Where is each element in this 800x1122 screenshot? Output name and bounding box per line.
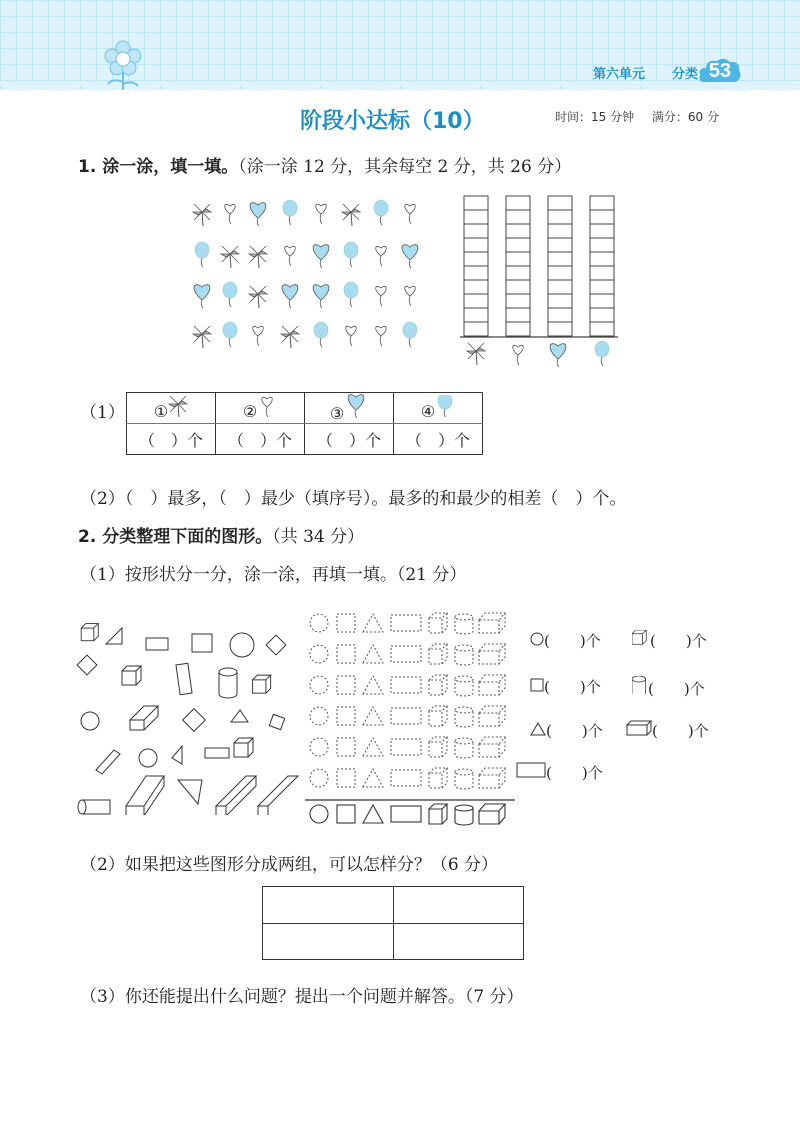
exam-meta	[555, 108, 733, 125]
unit-name: 分类	[672, 67, 699, 82]
tally-cell[interactable]	[464, 238, 488, 252]
tally-cell[interactable]	[464, 294, 488, 308]
full-score: 满分：60 分	[651, 110, 720, 124]
rectangle-count-field[interactable]: ( )个	[516, 762, 603, 783]
tally-cell[interactable]	[590, 210, 614, 224]
tally-cell[interactable]	[464, 308, 488, 322]
tally-cell[interactable]	[464, 196, 488, 210]
count-table-header: ④	[394, 393, 483, 424]
tally-cell[interactable]	[590, 196, 614, 210]
cuboid-count-field[interactable]: ( )个	[626, 720, 709, 741]
circle-icon	[530, 632, 544, 646]
tally-cell[interactable]	[548, 196, 572, 210]
mixed-shapes-illustration	[74, 620, 299, 815]
cylinder-icon	[632, 676, 648, 694]
q1-points: （涂一涂 12 分，其余每空 2 分，共 26 分）	[238, 157, 572, 177]
count-table-header: ③	[305, 393, 394, 424]
triangle-icon	[530, 722, 546, 736]
tally-cell[interactable]	[590, 238, 614, 252]
unit-label: 第六单元	[593, 67, 646, 82]
tally-cell[interactable]	[506, 294, 530, 308]
tally-cell[interactable]	[590, 224, 614, 238]
tally-cell[interactable]	[506, 322, 530, 336]
count-answer-cell[interactable]: （ ）个	[216, 424, 305, 455]
tally-cell[interactable]	[506, 210, 530, 224]
circle-count-field[interactable]: ( )个	[530, 630, 601, 651]
tally-cell[interactable]	[548, 252, 572, 266]
page-title: 阶段小达标（10）	[300, 109, 485, 134]
count-answer-cell[interactable]: （ ）个	[394, 424, 483, 455]
tally-cell[interactable]	[548, 224, 572, 238]
icon-row	[193, 322, 417, 348]
heart-balloon-outline-icon	[257, 395, 277, 417]
triangle-count-field[interactable]: ( )个	[530, 720, 603, 741]
q2-sub1: （1）按形状分一分，涂一涂，再填一填。（21 分）	[80, 565, 467, 585]
cuboid-icon	[626, 720, 652, 736]
tally-cell[interactable]	[548, 238, 572, 252]
tally-cell[interactable]	[548, 322, 572, 336]
cube-icon	[632, 630, 650, 646]
count-table-header: ②	[216, 393, 305, 424]
tally-cell[interactable]	[464, 252, 488, 266]
tally-cell[interactable]	[590, 308, 614, 322]
round-balloon-icon	[435, 395, 455, 417]
count-table	[126, 392, 483, 455]
q2-points: （共 34 分）	[272, 527, 365, 547]
icon-row	[193, 200, 415, 226]
shape-tally-grid	[305, 608, 520, 833]
heart-balloon-blue-icon	[344, 393, 368, 419]
tally-cell[interactable]	[590, 322, 614, 336]
tally-cell[interactable]	[590, 280, 614, 294]
tally-cell[interactable]	[506, 224, 530, 238]
tally-cell[interactable]	[506, 238, 530, 252]
tally-cell[interactable]	[590, 294, 614, 308]
count-answer-cell[interactable]: （ ）个	[305, 424, 394, 455]
page-number: 53	[708, 60, 732, 82]
tally-cell[interactable]	[506, 280, 530, 294]
tally-cell[interactable]	[548, 210, 572, 224]
count-table-answer-row	[127, 424, 483, 455]
tally-cell[interactable]	[464, 210, 488, 224]
tally-cell[interactable]	[590, 252, 614, 266]
q1-heading: 1. 涂一涂，填一填。	[78, 157, 239, 177]
rectangle-icon	[516, 762, 546, 778]
cube-count-field[interactable]: ( )个	[632, 630, 707, 651]
q1-sub2: （2）（ ）最多，（ ）最少（填序号）。最多的和最少的相差（ ）个。	[80, 489, 627, 509]
time-limit: 时间：15 分钟	[555, 110, 635, 124]
cylinder-count-field[interactable]: ( )个	[632, 676, 705, 699]
count-table-header-row	[127, 393, 483, 424]
icon-grid	[188, 196, 438, 356]
tally-cell[interactable]	[506, 252, 530, 266]
tally-cell[interactable]	[590, 266, 614, 280]
count-table-header: ①	[127, 393, 216, 424]
tally-cell[interactable]	[506, 266, 530, 280]
square-count-field[interactable]: ( )个	[530, 676, 601, 697]
q2-heading: 2. 分类整理下面的图形。	[78, 527, 273, 547]
tally-cell[interactable]	[506, 196, 530, 210]
tally-cell[interactable]	[548, 308, 572, 322]
pinwheel-icon	[168, 395, 188, 417]
tally-cell[interactable]	[548, 294, 572, 308]
count-answer-cell[interactable]: （ ）个	[127, 424, 216, 455]
q2-line	[78, 522, 364, 547]
tally-cell[interactable]	[464, 322, 488, 336]
grouping-answer-box[interactable]	[262, 886, 524, 960]
tally-cell[interactable]	[548, 266, 572, 280]
flower-decoration-icon	[98, 38, 148, 92]
tally-bar-chart	[460, 192, 625, 372]
q1-sub1-label: （1）	[80, 403, 125, 423]
tally-cell[interactable]	[548, 280, 572, 294]
q1-line	[78, 152, 571, 177]
q2-sub2: （2）如果把这些图形分成两组，可以怎样分？（6 分）	[80, 855, 499, 875]
q2-sub3: （3）你还能提出什么问题？提出一个问题并解答。（7 分）	[80, 987, 524, 1007]
icon-row	[195, 242, 418, 268]
tally-cell[interactable]	[506, 308, 530, 322]
tally-cell[interactable]	[464, 280, 488, 294]
icon-row	[194, 282, 415, 308]
tally-cell[interactable]	[464, 266, 488, 280]
tally-cell[interactable]	[464, 224, 488, 238]
square-icon	[530, 678, 544, 692]
